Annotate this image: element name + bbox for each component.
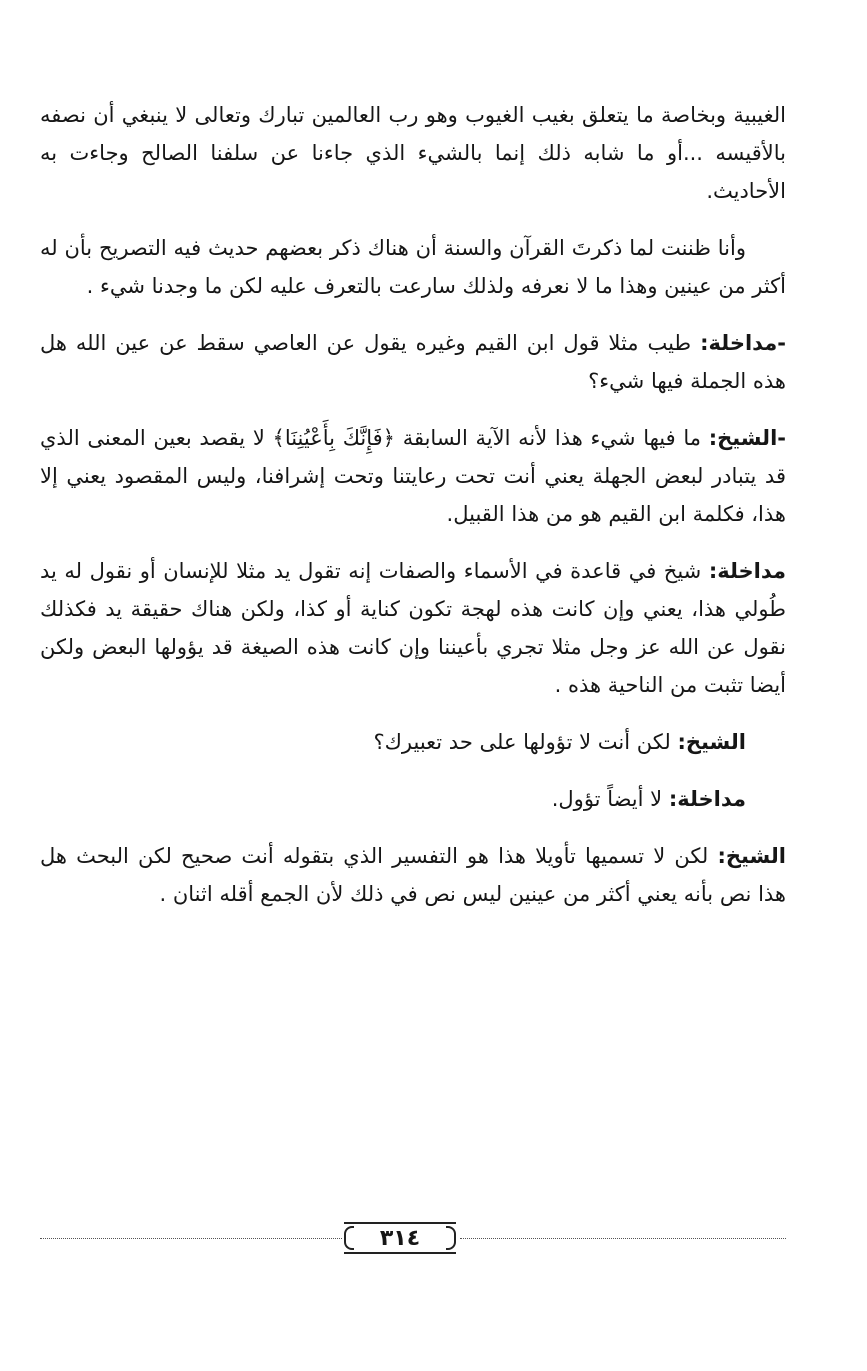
paragraph-text: ما فيها شيء هذا لأنه الآية السابقة [402, 426, 701, 450]
speaker-label: مداخلة: [708, 559, 786, 583]
quran-verse: ﴿فَإِنَّكَ بِأَعْيُنِنَا﴾ [272, 426, 395, 450]
paragraph-text: لا أيضاً تؤول. [551, 787, 663, 811]
dialogue-paragraph [40, 324, 786, 400]
dialogue-paragraph [40, 780, 786, 818]
paragraph-text: لا يقصد بعين المعنى الذي قد يتبادر لبعض الجهلة يعني أنت تحت رعايتنا وتحت إشرافنا، وليس المقصود يعني إلا هذا، فكلمة ابن القيم هو من هذا القبيل. [40, 426, 786, 526]
dialogue-paragraph [40, 723, 786, 761]
paragraph-text: لكن أنت لا تؤولها على حد تعبيرك؟ [373, 730, 671, 754]
speaker-label: -الشيخ: [708, 426, 786, 450]
speaker-label: الشيخ: [717, 844, 786, 868]
paragraph-text: الغيبية وبخاصة ما يتعلق بغيب الغيوب وهو رب العالمين تبارك وتعالى لا ينبغي أن نصفه بالأقيسه ...أو ما شابه ذلك إنما بالشيء الذي جاءنا عن سلفنا الصالح وجاءت به الأحاديث. [40, 103, 786, 203]
footer-divider-right [460, 1238, 786, 1239]
dialogue-paragraph [40, 837, 786, 913]
dialogue-paragraph [40, 419, 786, 533]
speaker-label: الشيخ: [677, 730, 746, 754]
paragraph-text: شيخ في قاعدة في الأسماء والصفات إنه تقول يد مثلا للإنسان أو نقول له يد طُولي هذا، يعني وإن كانت هذه لهجة تكون كناية أو كذا، ولكن هناك حقيقة يد فكذلك نقول عن الله عز وجل مثلا تجري بأعيننا وإن كانت هذه الصيغة قد يؤولها البعض ولكن أيضا تثبت من الناحية هذه . [40, 559, 786, 697]
speaker-label: -مداخلة: [700, 331, 786, 355]
page-number: ٣١٤ [379, 1226, 421, 1251]
speaker-label: مداخلة: [668, 787, 746, 811]
dialogue-paragraph [40, 552, 786, 704]
paragraph-text: طيب مثلا قول ابن القيم وغيره يقول عن العاصي سقط عن عين الله هل هذه الجملة فيها شيء؟ [40, 331, 786, 393]
footer-divider-left [40, 1238, 342, 1239]
paragraph [40, 229, 786, 305]
paragraph-text: وأنا ظننت لما ذكرتَ القرآن والسنة أن هناك ذكر بعضهم حديث فيه التصريح بأن له أكثر من عينين وهذا ما لا نعرفه ولذلك سارعت بالتعرف عليه لكن ما وجدنا شيء . [40, 236, 786, 298]
body-text [40, 96, 786, 932]
page-number-frame [344, 1222, 456, 1254]
paragraph [40, 96, 786, 210]
paragraph-text: لكن لا تسميها تأويلا هذا هو التفسير الذي بتقوله أنت صحيح لكن البحث هل هذا نص بأنه يعني أكثر من عينين ليس نص في ذلك لأن الجمع أقله اثنان . [40, 844, 786, 906]
